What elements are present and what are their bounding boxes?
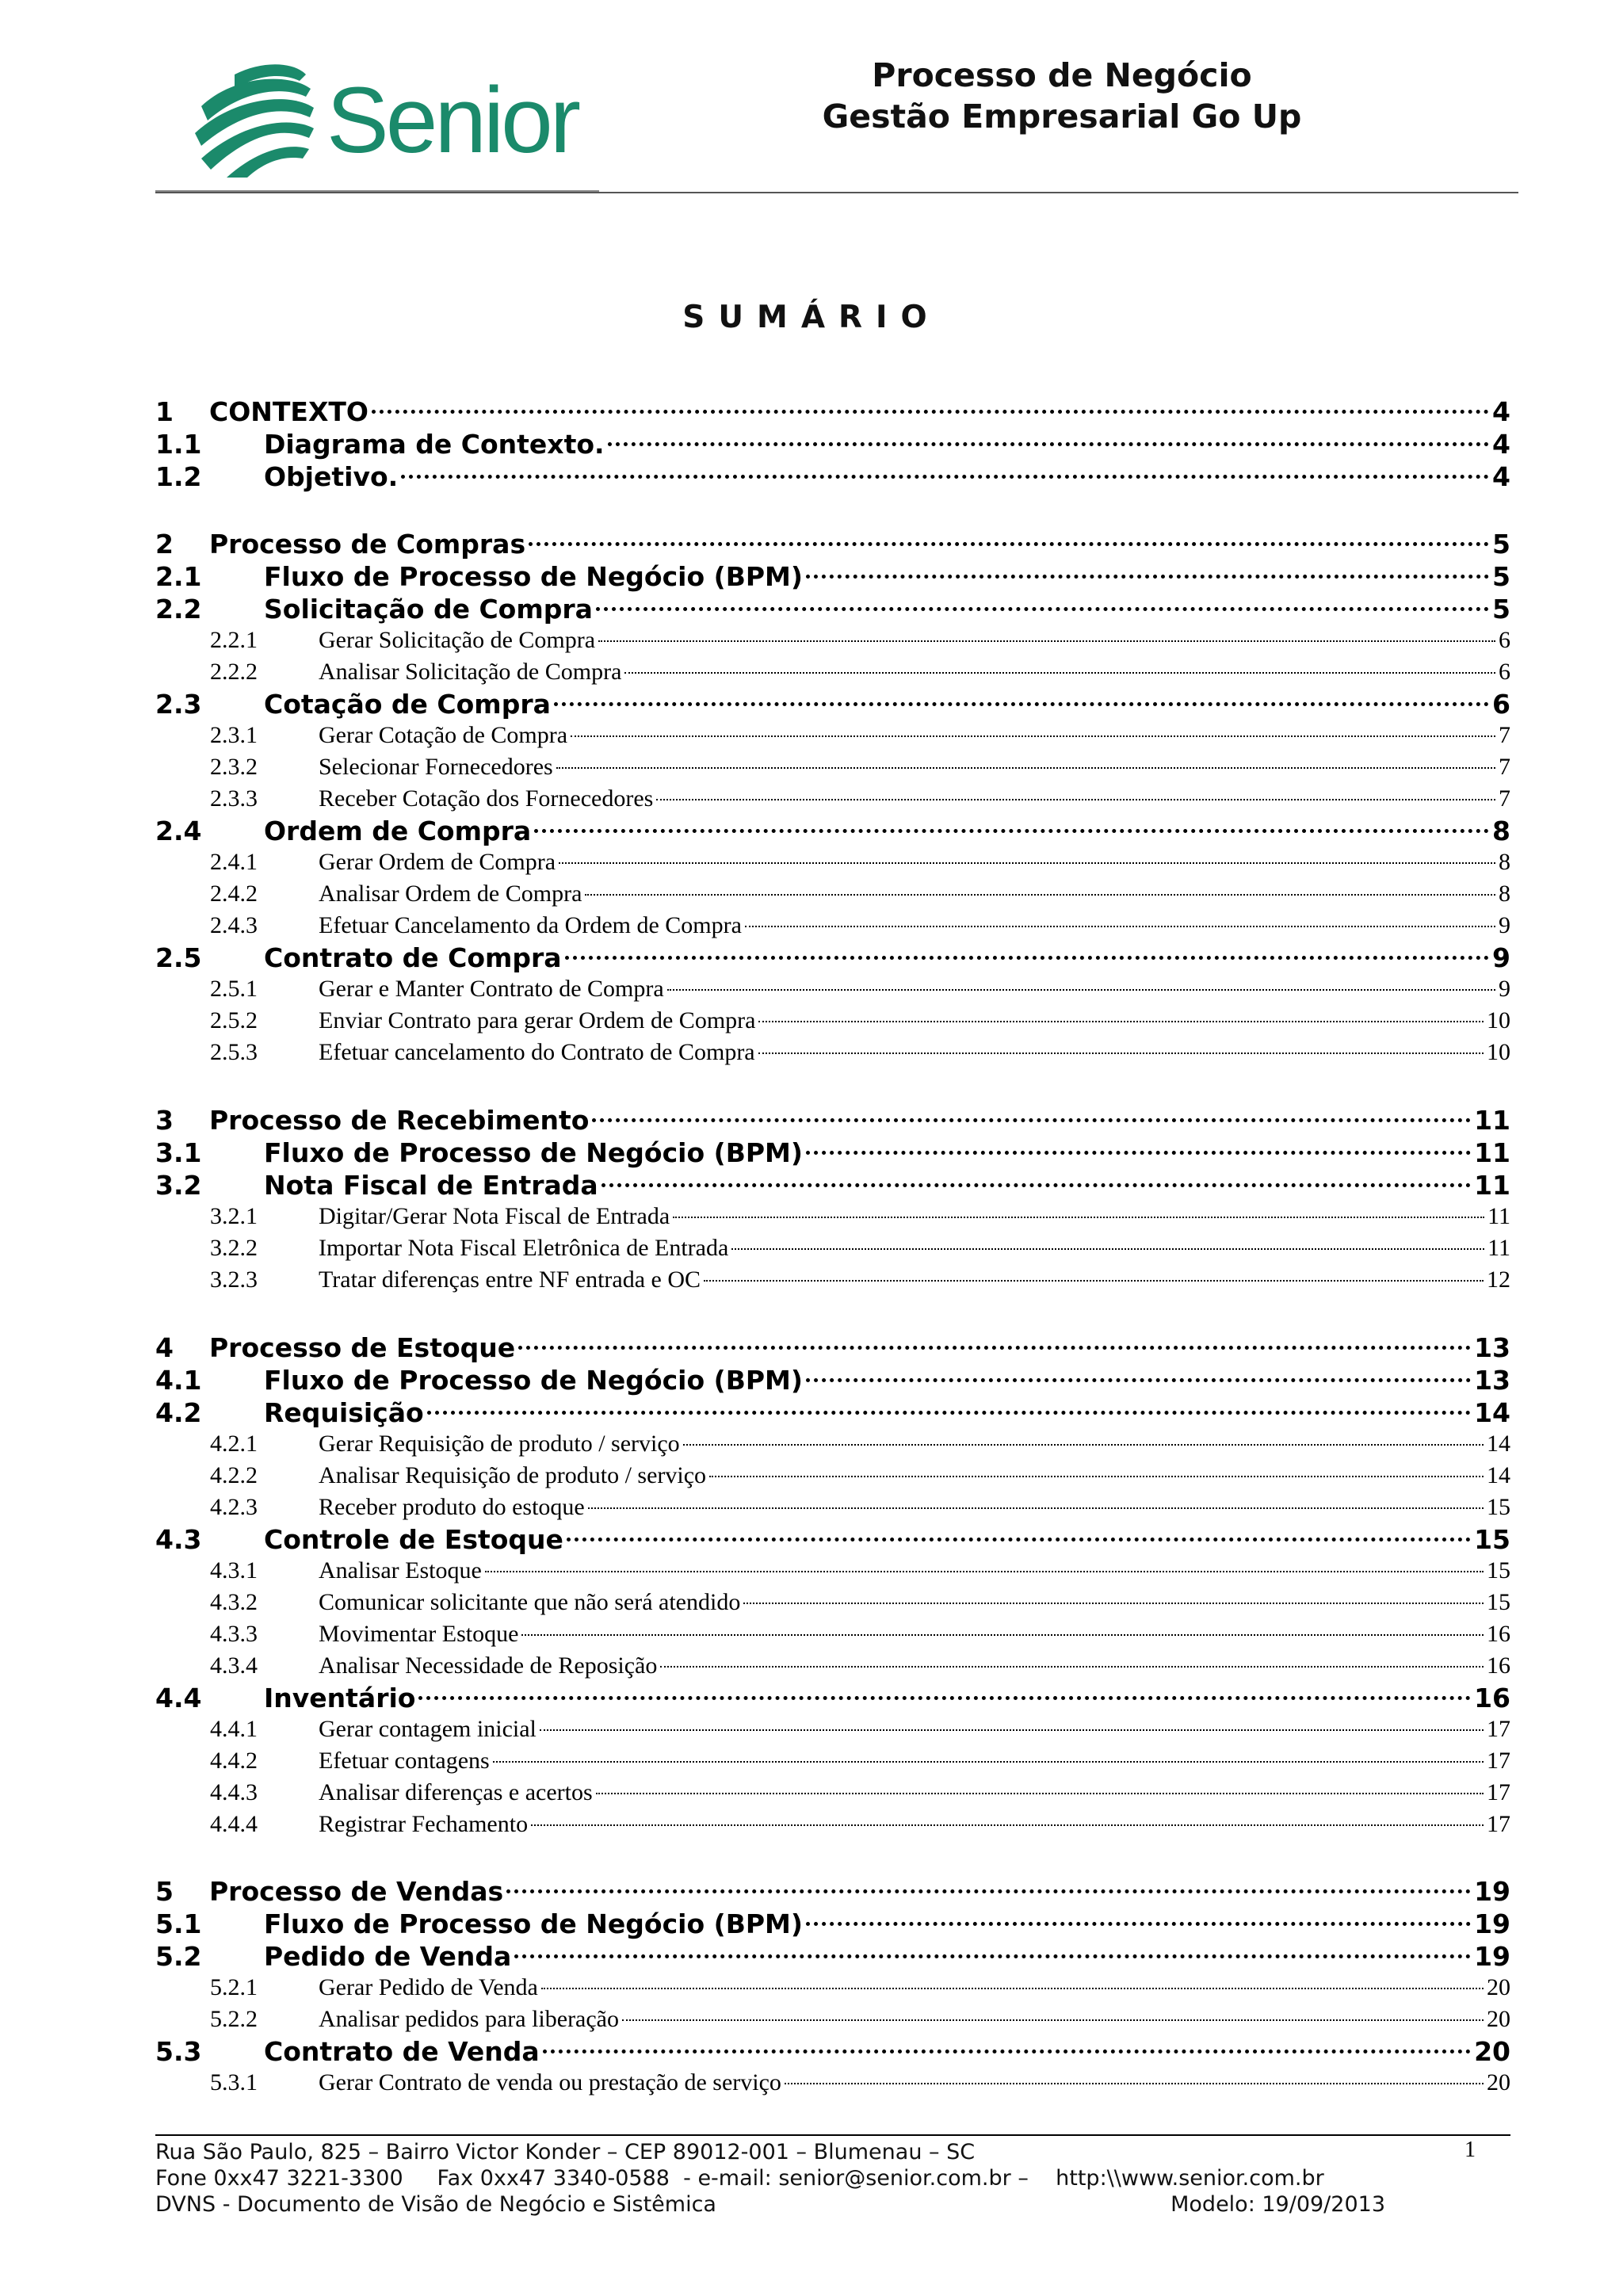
footer-model: Modelo: 19/09/2013 [1170, 2192, 1385, 2217]
toc-entry-page: 17 [1487, 1716, 1510, 1742]
toc-dot-leader [585, 894, 1495, 896]
toc-entry-page: 15 [1487, 1557, 1510, 1584]
toc-entry-page: 15 [1474, 1524, 1510, 1555]
toc-dot-leader [596, 607, 1489, 611]
toc-dot-leader [598, 640, 1495, 642]
toc-dot-leader [709, 1476, 1484, 1477]
toc-entry-title: Tratar diferenças entre NF entrada e OC [319, 1266, 701, 1293]
toc-dot-leader [731, 1248, 1484, 1250]
toc-entry-number: 2.2.2 [210, 659, 258, 685]
toc-entry-page: 14 [1487, 1431, 1510, 1457]
toc-entry-number: 5 [155, 1876, 174, 1907]
toc-entry-number: 3.2.3 [210, 1266, 258, 1293]
toc-entry-page: 9 [1499, 976, 1510, 1002]
toc-entry-number: 3.2.1 [210, 1203, 258, 1229]
toc-entry-page: 8 [1492, 816, 1510, 846]
toc-entry-page: 13 [1474, 1365, 1510, 1396]
toc-dot-leader [667, 989, 1495, 991]
toc-entry[interactable] [155, 1941, 1510, 1973]
toc-entry-number: 3 [155, 1105, 174, 1136]
toc-dot-leader [683, 1444, 1484, 1446]
toc-entry-page: 12 [1487, 1266, 1510, 1293]
toc-dot-leader [556, 767, 1495, 769]
toc-entry[interactable] [155, 594, 1510, 625]
toc-entry-title: Controle de Estoque [264, 1524, 563, 1555]
toc-entry-title: Gerar Contrato de venda ou prestação de serviço [319, 2069, 781, 2095]
toc-entry-page: 6 [1499, 659, 1510, 685]
toc-entry-page: 15 [1487, 1494, 1510, 1520]
toc-entry[interactable] [155, 1556, 1510, 1586]
toc-entry-title: Contrato de Venda [264, 2036, 540, 2067]
toc-entry[interactable] [155, 1714, 1510, 1744]
senior-logo [187, 51, 599, 185]
toc-dot-leader [592, 1118, 1471, 1122]
toc-entry-title: Contrato de Compra [264, 942, 562, 973]
toc-entry-page: 7 [1499, 722, 1510, 748]
toc-entry-title: Fluxo de Processo de Negócio (BPM) [264, 1908, 803, 1939]
page-title: SUMÁRIO [682, 300, 941, 335]
toc-dot-leader [596, 1793, 1484, 1794]
toc-entry[interactable] [155, 561, 1510, 593]
toc-entry-page: 19 [1474, 1908, 1510, 1939]
toc-entry[interactable] [155, 1651, 1510, 1681]
toc-entry-title: Enviar Contrato para gerar Ordem de Compra [319, 1007, 756, 1033]
toc-entry[interactable] [155, 396, 1510, 428]
toc-entry-title: Analisar Estoque [319, 1557, 482, 1584]
toc-entry-number: 2.3.3 [210, 785, 258, 812]
toc-entry[interactable] [155, 1778, 1510, 1808]
toc-entry-title: Analisar Solicitação de Compra [319, 659, 622, 685]
toc-entry[interactable] [155, 816, 1510, 847]
toc-entry-title: Gerar contagem inicial [319, 1716, 537, 1742]
toc-entry[interactable] [155, 1105, 1510, 1137]
logo-wordmark: Senior [327, 68, 579, 173]
toc-entry-title: Digitar/Gerar Nota Fiscal de Entrada [319, 1203, 670, 1229]
toc-entry[interactable] [155, 752, 1510, 782]
toc-entry-number: 2.2.1 [210, 627, 258, 653]
toc-entry-page: 4 [1492, 429, 1510, 460]
toc-dot-leader [518, 1346, 1471, 1350]
toc-entry-title: Receber produto do estoque [319, 1494, 585, 1520]
toc-entry[interactable] [155, 1365, 1510, 1396]
toc-entry-page: 20 [1474, 2036, 1510, 2067]
toc-entry-number: 1.1 [155, 429, 202, 460]
toc-entry-number: 4.2 [155, 1397, 202, 1428]
toc-entry-title: Diagrama de Contexto. [264, 429, 605, 460]
toc-entry-title: Gerar Solicitação de Compra [319, 627, 596, 653]
toc-dot-leader [418, 1696, 1471, 1700]
toc-entry-page: 9 [1492, 942, 1510, 973]
toc-entry[interactable] [155, 1746, 1510, 1776]
toc-entry[interactable] [155, 1137, 1510, 1169]
toc-dot-leader [601, 1183, 1471, 1187]
toc-dot-leader [514, 1954, 1471, 1958]
toc-dot-leader [745, 926, 1495, 927]
toc-entry[interactable] [155, 1492, 1510, 1522]
toc-dot-leader [541, 1988, 1484, 1989]
toc-entry-title: Nota Fiscal de Entrada [264, 1170, 598, 1201]
toc-entry[interactable] [155, 1876, 1510, 1908]
footer-divider [155, 2134, 1510, 2136]
toc-entry-page: 16 [1474, 1683, 1510, 1713]
toc-dot-leader [559, 862, 1495, 864]
toc-entry[interactable] [155, 657, 1510, 687]
toc-entry-number: 4.2.2 [210, 1462, 258, 1488]
toc-dot-leader [608, 442, 1489, 446]
toc-dot-leader [660, 1666, 1484, 1668]
toc-entry-number: 4.1 [155, 1365, 202, 1396]
toc-entry-title: Registrar Fechamento [319, 1811, 529, 1837]
toc-entry[interactable] [155, 1461, 1510, 1491]
toc-entry-title: Requisição [264, 1397, 424, 1428]
toc-entry[interactable] [155, 625, 1510, 655]
toc-entry-number: 3.2.2 [210, 1235, 258, 1261]
toc-entry-number: 4.4.1 [210, 1716, 258, 1742]
toc-entry-number: 2.5.2 [210, 1007, 258, 1033]
toc-entry-number: 3.2 [155, 1170, 202, 1201]
toc-entry[interactable] [155, 689, 1510, 720]
toc-entry-page: 7 [1499, 754, 1510, 780]
toc-dot-leader [543, 2050, 1471, 2053]
toc-entry-number: 2 [155, 529, 174, 560]
toc-dot-leader [758, 1052, 1484, 1054]
toc-entry[interactable] [155, 2036, 1510, 2068]
toc-entry-title: Comunicar solicitante que não será atendido [319, 1589, 741, 1615]
toc-entry-number: 4.4.2 [210, 1748, 258, 1774]
toc-entry[interactable] [155, 1683, 1510, 1714]
toc-entry-title: Inventário [264, 1683, 416, 1713]
toc-entry-number: 5.3.1 [210, 2069, 258, 2095]
toc-entry-title: Processo de Vendas [209, 1876, 504, 1907]
toc-entry-number: 2.5.3 [210, 1039, 258, 1065]
toc-entry[interactable] [155, 720, 1510, 751]
toc-entry-title: Efetuar cancelamento do Contrato de Compra [319, 1039, 755, 1065]
toc-dot-leader [622, 2019, 1484, 2021]
toc-dot-leader [540, 1729, 1484, 1731]
toc-entry-title: Pedido de Venda [264, 1941, 512, 1972]
footer-address: Rua São Paulo, 825 – Bairro Victor Konder – CEP 89012-001 – Blumenau – SC [155, 2140, 976, 2164]
toc-dot-leader [806, 1151, 1471, 1155]
toc-entry-number: 1.2 [155, 461, 202, 492]
toc-entry-page: 11 [1474, 1105, 1510, 1136]
toc-entry-title: Fluxo de Processo de Negócio (BPM) [264, 1137, 803, 1168]
toc-entry-title: Gerar Requisição de produto / serviço [319, 1431, 680, 1457]
toc-entry-title: Gerar Pedido de Venda [319, 1974, 538, 2000]
toc-entry-number: 4.4.3 [210, 1779, 258, 1805]
toc-entry-number: 4.3.4 [210, 1652, 258, 1679]
toc-entry-title: Gerar Ordem de Compra [319, 849, 556, 875]
toc-entry-number: 5.2 [155, 1941, 202, 1972]
header-line-1: Processo de Negócio [872, 56, 1252, 94]
toc-entry-number: 4.2.3 [210, 1494, 258, 1520]
toc-entry-title: Analisar Requisição de produto / serviço [319, 1462, 707, 1488]
toc-entry-page: 16 [1487, 1652, 1510, 1679]
toc-entry-page: 11 [1487, 1203, 1510, 1229]
toc-entry-page: 16 [1487, 1621, 1510, 1647]
toc-entry[interactable] [155, 1429, 1510, 1459]
toc-dot-leader [493, 1761, 1484, 1763]
toc-dot-leader [506, 1889, 1471, 1893]
toc-entry-title: Solicitação de Compra [264, 594, 593, 625]
toc-entry-page: 20 [1487, 1974, 1510, 2000]
toc-entry-number: 4.4.4 [210, 1811, 258, 1837]
toc-entry-number: 2.5 [155, 942, 202, 973]
toc-entry-number: 2.3.1 [210, 722, 258, 748]
toc-entry[interactable] [155, 879, 1510, 909]
toc-entry-number: 2.3.2 [210, 754, 258, 780]
toc-entry-page: 14 [1487, 1462, 1510, 1488]
toc-entry-page: 15 [1487, 1589, 1510, 1615]
toc-entry-page: 9 [1499, 912, 1510, 938]
toc-entry-title: Gerar e Manter Contrato de Compra [319, 976, 664, 1002]
toc-entry[interactable] [155, 942, 1510, 974]
header-line-2: Gestão Empresarial Go Up [822, 97, 1302, 136]
toc-entry-page: 10 [1487, 1007, 1510, 1033]
toc-entry-number: 4.3.2 [210, 1589, 258, 1615]
toc-dot-leader [806, 1378, 1471, 1382]
toc-dot-leader [743, 1603, 1484, 1604]
toc-entry-number: 2.4.2 [210, 881, 258, 907]
toc-entry-number: 2.4 [155, 816, 202, 846]
toc-entry-page: 11 [1474, 1170, 1510, 1201]
toc-entry-number: 2.5.1 [210, 976, 258, 1002]
toc-entry-title: Analisar diferenças e acertos [319, 1779, 593, 1805]
toc-dot-leader [785, 2083, 1484, 2084]
toc-dot-leader [521, 1634, 1484, 1636]
toc-entry-title: Efetuar Cancelamento da Ordem de Compra [319, 912, 742, 938]
toc-entry-title: Receber Cotação dos Fornecedores [319, 785, 654, 812]
toc-entry-title: CONTEXTO [209, 396, 369, 427]
toc-dot-leader [565, 956, 1489, 960]
toc-dot-leader [806, 575, 1489, 579]
toc-entry-title: Processo de Estoque [209, 1332, 516, 1363]
page-number: 1 [1465, 2137, 1476, 2162]
toc-entry-page: 19 [1474, 1941, 1510, 1972]
toc-entry[interactable] [155, 2068, 1510, 2098]
toc-entry-title: Fluxo de Processo de Negócio (BPM) [264, 1365, 803, 1396]
toc-entry[interactable] [155, 1006, 1510, 1036]
toc-entry-title: Cotação de Compra [264, 689, 551, 720]
toc-entry[interactable] [155, 1233, 1510, 1263]
toc-entry-page: 4 [1492, 396, 1510, 427]
toc-entry-title: Movimentar Estoque [319, 1621, 519, 1647]
toc-entry-page: 17 [1487, 1811, 1510, 1837]
toc-entry-number: 4.3.1 [210, 1557, 258, 1584]
toc-entry-title: Ordem de Compra [264, 816, 532, 846]
toc-entry[interactable] [155, 1908, 1510, 1940]
toc-entry-title: Processo de Compras [209, 529, 526, 560]
toc-dot-leader [427, 1411, 1471, 1415]
toc-entry-title: Selecionar Fornecedores [319, 754, 553, 780]
toc-dot-leader [531, 1824, 1484, 1826]
toc-entry-title: Fluxo de Processo de Negócio (BPM) [264, 561, 803, 592]
toc-entry-number: 5.3 [155, 2036, 202, 2067]
toc-entry[interactable] [155, 1809, 1510, 1839]
toc-entry-title: Objetivo. [264, 461, 399, 492]
toc-entry-number: 5.2.1 [210, 1974, 258, 2000]
toc-dot-leader [673, 1217, 1484, 1218]
toc-entry-number: 4 [155, 1332, 174, 1363]
toc-entry-title: Gerar Cotação de Compra [319, 722, 568, 748]
toc-dot-leader [758, 1021, 1484, 1022]
toc-entry-page: 4 [1492, 461, 1510, 492]
toc-entry-number: 4.3.3 [210, 1621, 258, 1647]
toc-dot-leader [529, 542, 1489, 546]
toc-entry-page: 6 [1492, 689, 1510, 720]
toc-entry-page: 10 [1487, 1039, 1510, 1065]
toc-entry-page: 14 [1474, 1397, 1510, 1428]
toc-dot-leader [571, 735, 1495, 737]
toc-entry-page: 8 [1499, 849, 1510, 875]
toc-entry-number: 2.4.3 [210, 912, 258, 938]
toc-entry-page: 8 [1499, 881, 1510, 907]
toc-entry-number: 3.1 [155, 1137, 202, 1168]
toc-entry[interactable] [155, 847, 1510, 877]
toc-entry-title: Analisar Ordem de Compra [319, 881, 582, 907]
toc-entry-title: Efetuar contagens [319, 1748, 490, 1774]
toc-dot-leader [806, 1922, 1471, 1926]
toc-entry[interactable] [155, 1037, 1510, 1068]
toc-entry-title: Analisar Necessidade de Reposição [319, 1652, 658, 1679]
footer-contact: Fone 0xx47 3221-3300 Fax 0xx47 3340-0588 - e-mail: senior@senior.com.br – http:\\www.senior.com.br [155, 2166, 1324, 2191]
toc-entry-title: Analisar pedidos para liberação [319, 2006, 619, 2032]
toc-entry-number: 4.2.1 [210, 1431, 258, 1457]
toc-entry[interactable] [155, 1619, 1510, 1649]
toc-entry-page: 17 [1487, 1748, 1510, 1774]
toc-entry-page: 11 [1487, 1235, 1510, 1261]
toc-entry-number: 5.2.2 [210, 2006, 258, 2032]
toc-dot-leader [485, 1571, 1484, 1572]
toc-entry-page: 17 [1487, 1779, 1510, 1805]
toc-entry-page: 5 [1492, 594, 1510, 625]
toc-dot-leader [372, 410, 1489, 414]
toc-dot-leader [656, 799, 1495, 800]
toc-entry-page: 13 [1474, 1332, 1510, 1363]
toc-entry[interactable] [155, 529, 1510, 560]
toc-entry[interactable] [155, 1397, 1510, 1429]
toc-entry-number: 5.1 [155, 1908, 202, 1939]
toc-entry-page: 19 [1474, 1876, 1510, 1907]
toc-dot-leader [567, 1538, 1471, 1541]
toc-entry[interactable] [155, 784, 1510, 814]
toc-dot-leader [534, 829, 1489, 833]
toc-entry-page: 20 [1487, 2006, 1510, 2032]
toc-dot-leader [401, 475, 1489, 479]
toc-entry-number: 2.1 [155, 561, 202, 592]
toc-entry-number: 2.3 [155, 689, 202, 720]
toc-entry[interactable] [155, 461, 1510, 493]
toc-entry-page: 5 [1492, 529, 1510, 560]
toc-entry[interactable] [155, 974, 1510, 1004]
toc-entry-page: 6 [1499, 627, 1510, 653]
toc-dot-leader [624, 672, 1495, 674]
toc-dot-leader [588, 1507, 1484, 1509]
toc-entry[interactable] [155, 1973, 1510, 2003]
toc-entry-number: 2.2 [155, 594, 202, 625]
toc-entry[interactable] [155, 1201, 1510, 1232]
toc-entry[interactable] [155, 1265, 1510, 1295]
toc-entry-title: Importar Nota Fiscal Eletrônica de Entrada [319, 1235, 729, 1261]
toc-entry-number: 4.3 [155, 1524, 202, 1555]
toc-entry[interactable] [155, 429, 1510, 460]
toc-entry-number: 1 [155, 396, 174, 427]
toc-entry[interactable] [155, 1524, 1510, 1556]
toc-dot-leader [704, 1280, 1484, 1282]
toc-entry-page: 11 [1474, 1137, 1510, 1168]
toc-entry-page: 5 [1492, 561, 1510, 592]
toc-entry[interactable] [155, 1332, 1510, 1364]
toc-entry-title: Processo de Recebimento [209, 1105, 590, 1136]
toc-entry[interactable] [155, 911, 1510, 941]
toc-entry[interactable] [155, 1587, 1510, 1618]
header-divider [155, 192, 1518, 193]
toc-entry[interactable] [155, 2004, 1510, 2034]
toc-entry-page: 20 [1487, 2069, 1510, 2095]
toc-entry-number: 2.4.1 [210, 849, 258, 875]
toc-entry-page: 7 [1499, 785, 1510, 812]
footer-doc-name: DVNS - Documento de Visão de Negócio e Sistêmica [155, 2192, 716, 2217]
toc-dot-leader [554, 702, 1489, 706]
toc-entry-number: 4.4 [155, 1683, 202, 1713]
toc-entry[interactable] [155, 1170, 1510, 1201]
